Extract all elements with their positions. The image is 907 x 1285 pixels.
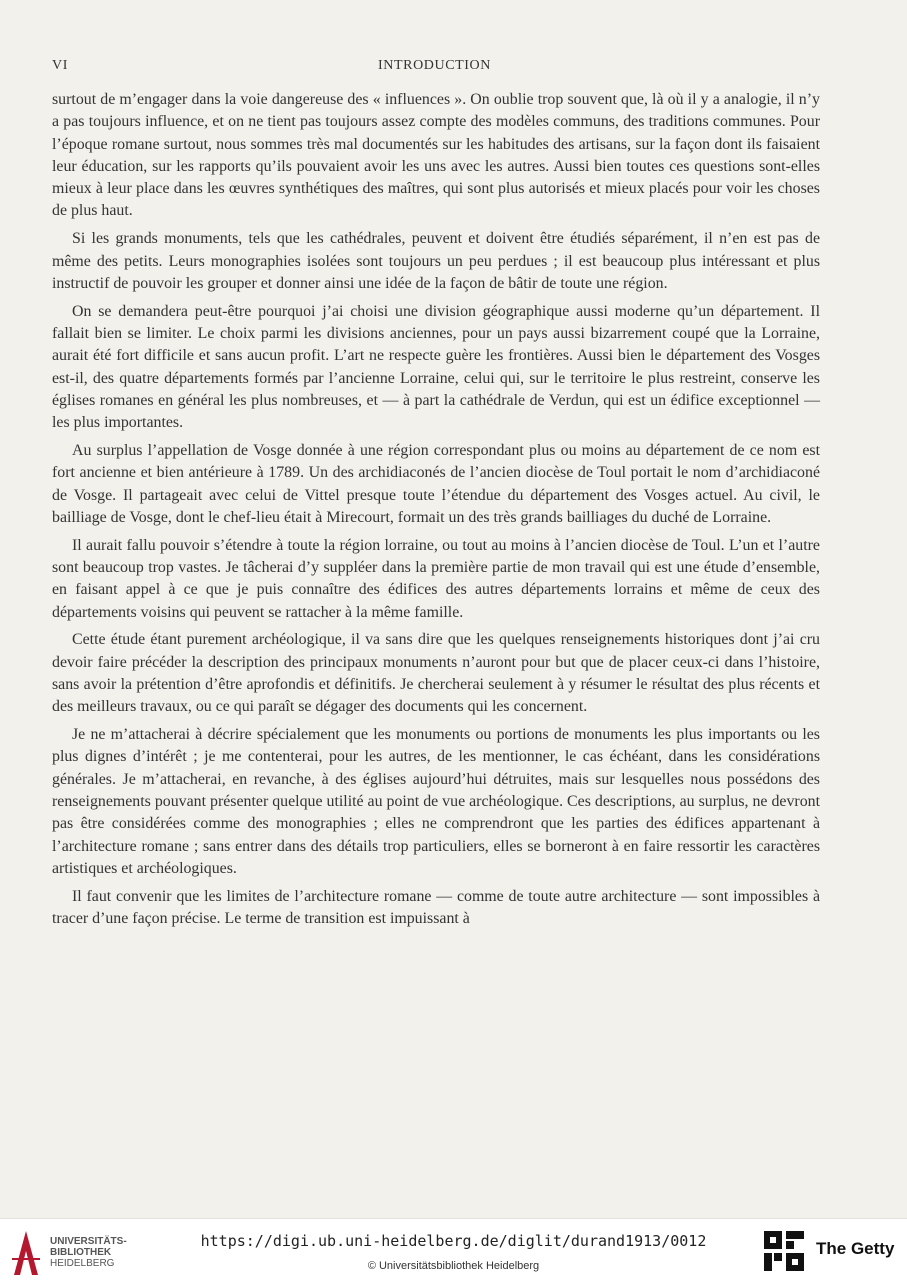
page-header xyxy=(52,58,817,78)
paragraph-6: Cette étude étant purement archéologique, il va sans dire que les quelques renseignements historiques dont j’ai cru devoir faire précéder la description des principaux monuments n’auront pour but que de placer ceux-ci dans l’histoire, sans avoir la prétention d’être aprofondis et définitifs. Je chercherai seulement à y résumer le résultat des plus récents et des meilleurs travaux, ou ce qui paraît se dégager des documents qui les concernent. xyxy=(52,631,820,716)
paragraph-7: Je ne m’attacherai à décrire spécialement que les monuments ou portions de monuments les plus importants ou les plus dignes d’intérêt ; je me contenterai, pour les autres, de les mentionner, le cas échéant, dans les considérations générales. Je m’attacherai, en revanche, à des églises aujourd’hui détruites, mais sur lesquelles nous possédons des renseignements pouvant présenter quelque utilité au point de vue archéologique. Ces descriptions, au surplus, ne devront pas être considérées comme des monographies ; elles ne comprendront que les parties des édifices appartenant à l’architecture romane ; sans entrer dans des détails trop particuliers, elles se borneront à en faire ressortir les caractères artistiques et archéologiques. xyxy=(52,726,820,877)
paragraph-8: Il faut convenir que les limites de l’architecture romane — comme de toute autre architecture — sont impossibles à tracer d’une façon précise. Le terme de transition est impuissant à xyxy=(52,887,820,927)
paragraph-1: surtout de m’engager dans la voie dangereuse des « influences ». On oublie trop souvent que, là où il y a analogie, il n’y a pas toujours influence, et on ne tient pas toujours assez compte des modèles communs, des traditions communes. Pour l’époque romane surtout, nous sommes très mal documentés sur les habitudes des artisans, sur la façon dont ils faisaient leur éducation, sur les rapports qu’ils pouvaient avoir les uns avec les autres. Aussi bien toutes ces questions sont-elles mieux à leur place dans les œuvres synthétiques des maîtres, qui sont plus autorisés et mieux placés pour voir les choses de plus haut. xyxy=(52,91,820,220)
getty-logo-icon[interactable] xyxy=(762,1229,806,1273)
library-name-line-2: BIBLIOTHEK xyxy=(50,1247,112,1258)
paragraph-5: Il aurait fallu pouvoir s’étendre à toute la région lorraine, ou tout au moins à l’ancien diocèse de Toul. L’un et l’autre sont beaucoup trop vastes. Je tâcherai d’y suppléer dans la première partie de mon travail qui est une étude d’ensemble, en faisant appel à ce que je puis connaître des édifices des autres départements lorrains et même de ceux des départements voisins qui peuvent se rattacher à la même famille. xyxy=(52,536,820,621)
running-title: INTRODUCTION xyxy=(378,58,491,73)
library-name-line-1: UNIVERSITÄTS- xyxy=(50,1236,127,1247)
paragraph-3: On se demandera peut-être pourquoi j’ai choisi une division géographique aussi moderne qu’un département. Il fallait bien se limiter. Le choix parmi les divisions anciennes, pour un pays aussi bizarrement coupé que la Lorraine, aurait été fort difficile et sans aucun profit. L’art ne respecte guère les frontières. Aussi bien le département des Vosges est-il, des quatre départements formés par l’ancienne Lorraine, celui qui, sur le territoire le plus restreint, conserve les églises romanes en général les plus nombreuses, et — à part la cathédrale de Verdun, qui est un édifice exceptionnel — les plus importantes. xyxy=(52,302,820,432)
library-name-line-3: HEIDELBERG xyxy=(50,1258,115,1269)
viewer-footer xyxy=(0,1218,907,1285)
permalink-url[interactable]: https://digi.ub.uni-heidelberg.de/diglit/durand1913/0012 xyxy=(200,1232,707,1250)
page-number: VI xyxy=(52,58,68,73)
getty-name[interactable]: The Getty xyxy=(816,1239,895,1258)
copyright-notice: © Universitätsbibliothek Heidelberg xyxy=(367,1260,540,1272)
paragraph-4: Au surplus l’appellation de Vosge donnée à une région correspondant plus ou moins au département de ce nom est fort ancienne et bien antérieure à 1789. Un des archidiaconés de l’ancien diocèse de Toul portait le nom d’archidiaconé de Vosge. Il partageait avec celui de Vittel presque toute l’étendue du département des Vosges actuel. Au civil, le bailliage de Vosge, dont le chef-lieu était à Mirecourt, formait un des très grands bailliages du duché de Lorraine. xyxy=(52,441,820,526)
paragraph-2: Si les grands monuments, tels que les cathédrales, peuvent et doivent être étudiés séparément, il n’en est pas de même des petits. Leurs monographies isolées sont toujours un peu perdues ; il est beaucoup plus intéressant et plus instructif de pouvoir les grouper et donner ainsi une idée de la façon de bâtir de toute une région. xyxy=(52,230,820,292)
page-body xyxy=(52,89,820,936)
